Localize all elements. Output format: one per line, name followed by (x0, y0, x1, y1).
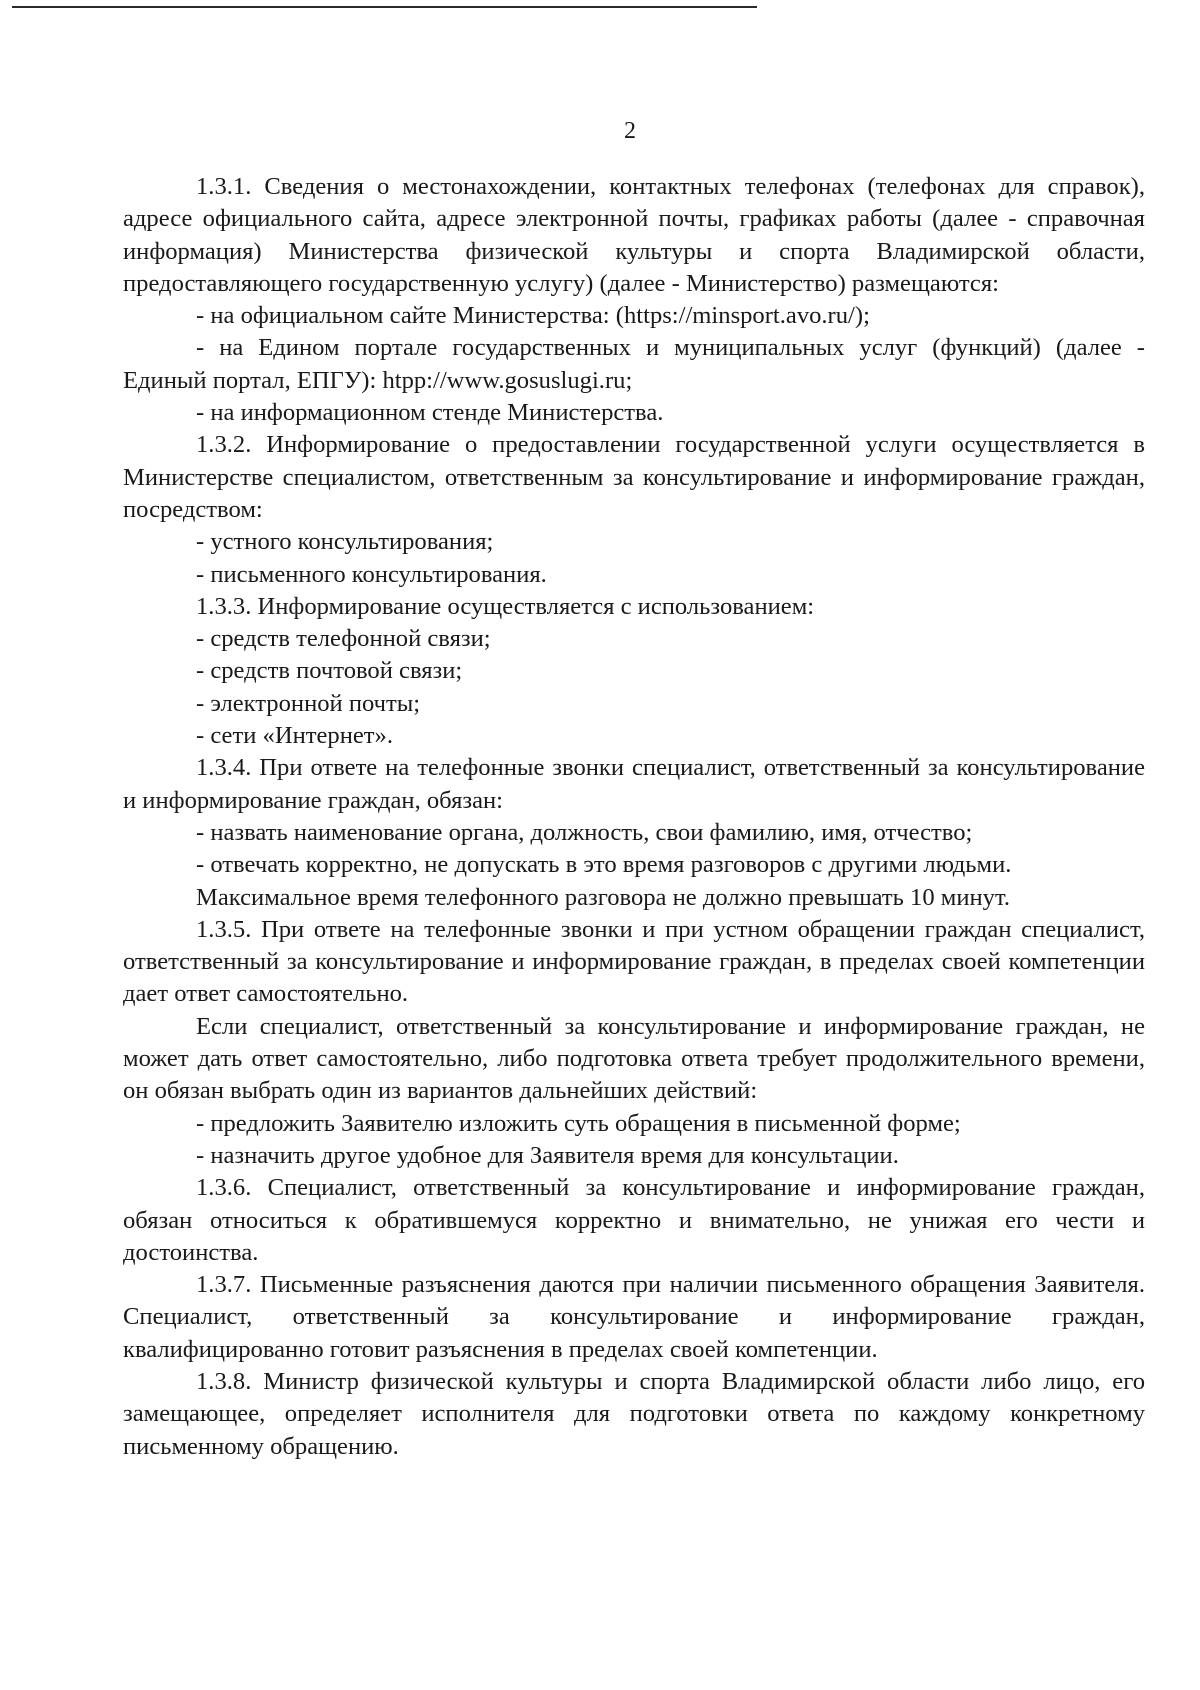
list-item-name-organ: - назвать наименование органа, должность, свои фамилию, имя, отчество; (196, 818, 973, 846)
paragraph-max-call-time: Максимальное время телефонного разговора не должно превышать 10 минут. (196, 883, 1011, 911)
list-item-answer-correctly: - отвечать корректно, не допускать в это время разговоров с другими людьми. (196, 851, 1012, 879)
paragraph-1-3-5: 1.3.5. При ответе на телефонные звонки и при устном обращении граждан специалист, ответственный за консультирование и информирование граждан, в пределах своей компетенции дает ответ самостоятельно. (123, 915, 1145, 1008)
list-item-written-consulting: - письменного консультирования. (196, 560, 547, 588)
document-body (123, 171, 1145, 1463)
list-item-official-site: - на официальном сайте Министерства: (https://minsport.avo.ru/); (196, 302, 870, 330)
list-item-telephone: - средств телефонной связи; (196, 625, 491, 653)
paragraph-1-3-3: 1.3.3. Информирование осуществляется с использованием: (196, 592, 815, 620)
paragraph-1-3-8: 1.3.8. Министр физической культуры и спорта Владимирской области либо лицо, его замещающее, определяет исполнителя для подготовки ответа по каждому конкретному письменному обращению. (123, 1367, 1145, 1460)
list-item-internet: - сети «Интернет». (196, 722, 393, 750)
paragraph-cannot-answer: Если специалист, ответственный за консультирование и информирование граждан, не может дать ответ самостоятельно, либо подготовка ответа требует продолжительного времени, он обязан выбрать один из вариантов дальнейших действий: (123, 1012, 1145, 1105)
page-number: 2 (624, 118, 636, 144)
list-item-written-form: - предложить Заявителю изложить суть обращения в письменной форме; (196, 1109, 961, 1137)
top-scan-rule (12, 6, 757, 8)
list-item-unified-portal: - на Едином портале государственных и муниципальных услуг (функций) (далее - Единый портал, ЕПГУ): htpp://www.gosuslugi.ru; (123, 334, 1145, 394)
list-item-oral-consulting: - устного консультирования; (196, 528, 494, 556)
list-item-postal: - средств почтовой связи; (196, 657, 463, 685)
paragraph-1-3-1: 1.3.1. Сведения о местонахождении, контактных телефонах (телефонах для справок), адресе официального сайта, адресе электронной почты, графиках работы (далее - справочная информация) Министерства физической культуры и спорта Владимирской области, предоставляющего государственную услугу) (далее - Министерство) размещаются: (123, 173, 1145, 297)
paragraph-1-3-2: 1.3.2. Информирование о предоставлении государственной услуги осуществляется в Министерстве специалистом, ответственным за консультирование и информирование граждан, посредством: (123, 431, 1145, 523)
list-item-info-stand: - на информационном стенде Министерства. (196, 399, 664, 427)
paragraph-1-3-7: 1.3.7. Письменные разъяснения даются при наличии письменного обращения Заявителя. Специалист, ответственный за консультирование и информирование граждан, квалифицированно готовит разъяснения в пределах своей компетенции. (123, 1271, 1145, 1363)
paragraph-1-3-4: 1.3.4. При ответе на телефонные звонки специалист, ответственный за консультирование и информирование граждан, обязан: (123, 754, 1145, 814)
list-item-email: - электронной почты; (196, 689, 421, 717)
list-item-other-time: - назначить другое удобное для Заявителя время для консультации. (196, 1141, 899, 1169)
paragraph-1-3-6: 1.3.6. Специалист, ответственный за консультирование и информирование граждан, обязан относиться к обратившемуся корректно и внимательно, не унижая его чести и достоинства. (123, 1174, 1145, 1266)
